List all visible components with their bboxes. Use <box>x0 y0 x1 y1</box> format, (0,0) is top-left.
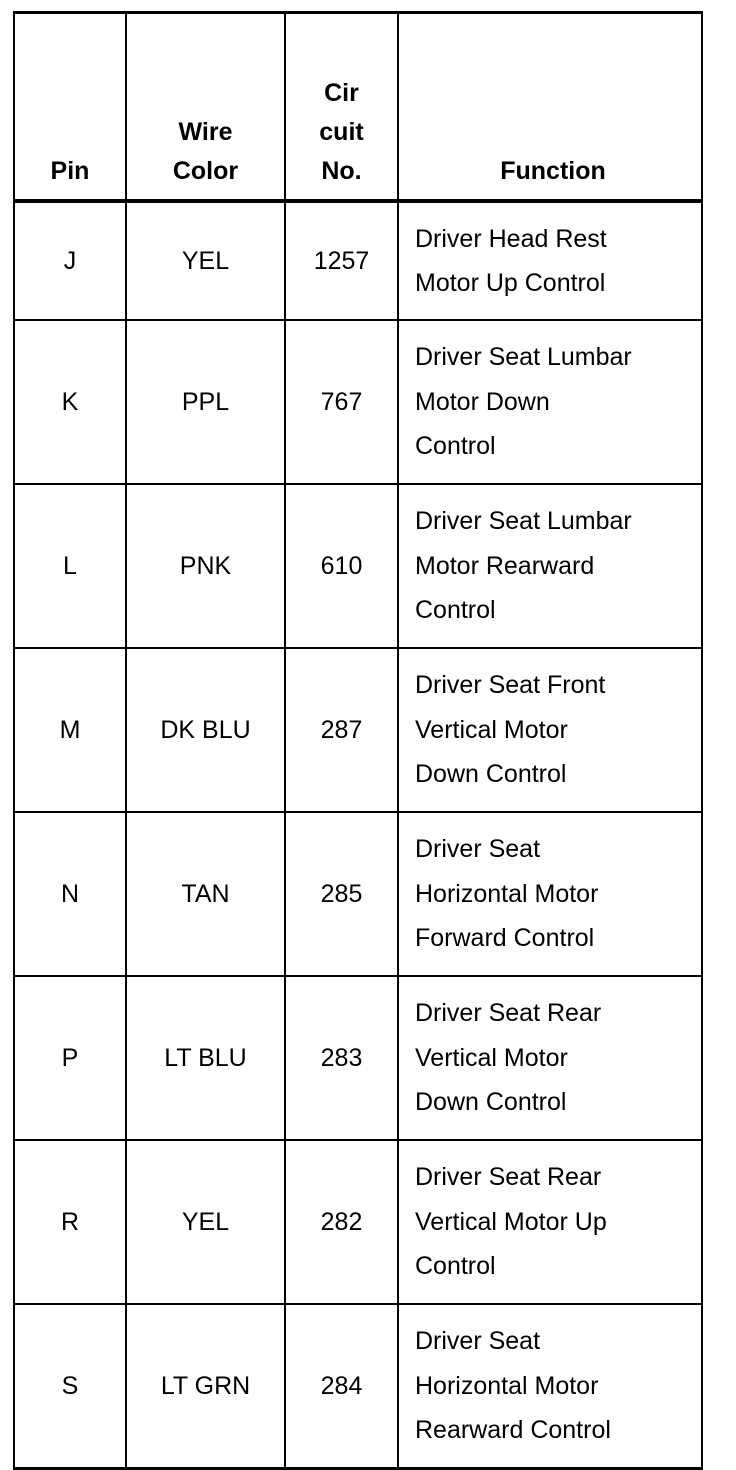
pin-cell: N <box>14 812 126 976</box>
function-cell: Driver Seat Horizontal Motor Forward Control <box>398 812 702 976</box>
table-row <box>14 201 702 320</box>
function-cell: Driver Seat Front Vertical Motor Down Control <box>398 648 702 812</box>
circuit-no-cell: 287 <box>285 648 398 812</box>
circuit-no-cell: 285 <box>285 812 398 976</box>
wire-color-cell: PPL <box>126 320 285 484</box>
pin-cell: L <box>14 484 126 648</box>
pin-cell: J <box>14 201 126 320</box>
table-header <box>14 13 702 202</box>
circuit-no-cell: 1257 <box>285 201 398 320</box>
function-cell: Driver Seat Lumbar Motor Rearward Control <box>398 484 702 648</box>
table-row <box>14 976 702 1140</box>
header-pin: Pin <box>14 13 126 202</box>
circuit-no-cell: 282 <box>285 1140 398 1304</box>
wire-color-cell: DK BLU <box>126 648 285 812</box>
table-row <box>14 812 702 976</box>
function-cell: Driver Seat Rear Vertical Motor Down Control <box>398 976 702 1140</box>
pin-cell: M <box>14 648 126 812</box>
table-row <box>14 484 702 648</box>
wire-color-cell: PNK <box>126 484 285 648</box>
circuit-no-cell: 284 <box>285 1304 398 1469</box>
wire-color-cell: TAN <box>126 812 285 976</box>
function-cell: Driver Seat Rear Vertical Motor Up Control <box>398 1140 702 1304</box>
wire-color-cell: YEL <box>126 1140 285 1304</box>
circuit-no-cell: 767 <box>285 320 398 484</box>
table-body <box>14 201 702 1469</box>
header-function: Function <box>398 13 702 202</box>
function-cell: Driver Seat Horizontal Motor Rearward Control <box>398 1304 702 1469</box>
table-row <box>14 648 702 812</box>
header-row <box>14 13 702 202</box>
function-cell: Driver Head Rest Motor Up Control <box>398 201 702 320</box>
header-wire-color: Wire Color <box>126 13 285 202</box>
table-row <box>14 1304 702 1469</box>
pin-cell: R <box>14 1140 126 1304</box>
pin-cell: P <box>14 976 126 1140</box>
pin-cell: S <box>14 1304 126 1469</box>
table-row <box>14 320 702 484</box>
wire-color-cell: LT BLU <box>126 976 285 1140</box>
header-circuit-no: Cir cuit No. <box>285 13 398 202</box>
wire-color-cell: YEL <box>126 201 285 320</box>
pin-cell: K <box>14 320 126 484</box>
connector-pinout-table <box>13 11 703 1470</box>
circuit-no-cell: 610 <box>285 484 398 648</box>
circuit-no-cell: 283 <box>285 976 398 1140</box>
wire-color-cell: LT GRN <box>126 1304 285 1469</box>
function-cell: Driver Seat Lumbar Motor Down Control <box>398 320 702 484</box>
table-row <box>14 1140 702 1304</box>
